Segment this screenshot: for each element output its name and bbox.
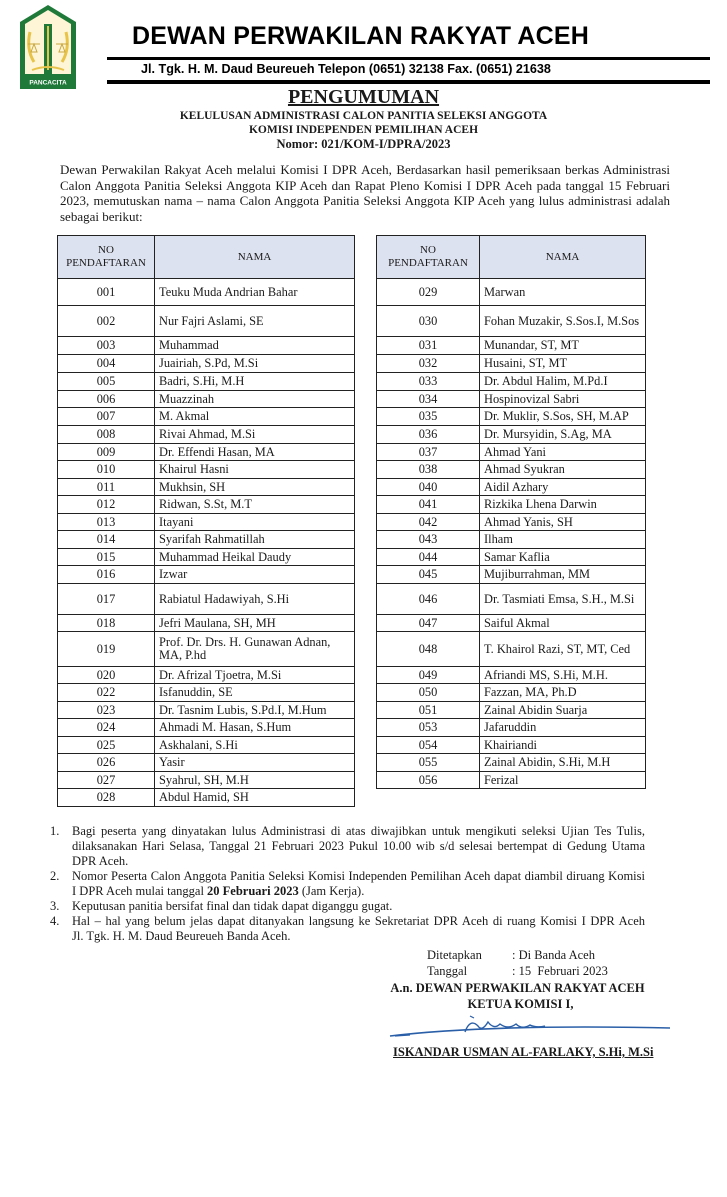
table-row — [377, 549, 646, 566]
note-item — [50, 824, 645, 869]
registration-number: 044 — [377, 549, 480, 566]
table-row — [58, 584, 355, 615]
candidate-name: Khairul Hasni — [155, 461, 355, 479]
org-name: DEWAN PERWAKILAN RAKYAT ACEH — [132, 22, 590, 50]
header-nama: NAMA — [480, 236, 646, 279]
candidate-name: Hospinovizal Sabri — [480, 391, 646, 408]
table-row — [377, 754, 646, 772]
candidate-table-right — [376, 235, 646, 789]
registration-number: 008 — [58, 426, 155, 444]
table-row — [58, 391, 355, 408]
note-number: 4. — [50, 914, 60, 928]
registration-number: 005 — [58, 373, 155, 391]
candidate-name: Ahmad Yanis, SH — [480, 514, 646, 531]
subtitle-line-2: KOMISI INDEPENDEN PEMILIHAN ACEH — [248, 123, 479, 136]
registration-number: 024 — [58, 719, 155, 737]
registration-number: 032 — [377, 355, 480, 373]
header-no: NO PENDAFTARAN — [377, 236, 480, 279]
table-row — [377, 391, 646, 408]
tanggal-row — [370, 964, 675, 980]
table-row — [58, 426, 355, 444]
svg-text:PANCACITA: PANCACITA — [29, 79, 67, 87]
candidate-name: Dr. Afrizal Tjoetra, M.Si — [155, 667, 355, 684]
candidate-name: Dr. Effendi Hasan, MA — [155, 444, 355, 461]
candidate-name: T. Khairol Razi, ST, MT, Ced — [480, 632, 646, 667]
registration-number: 011 — [58, 479, 155, 496]
registration-number: 001 — [58, 279, 155, 306]
table-row — [58, 514, 355, 531]
registration-number: 006 — [58, 391, 155, 408]
registration-number: 003 — [58, 337, 155, 355]
registration-number: 030 — [377, 306, 480, 337]
ditetapkan-row — [370, 948, 675, 964]
candidate-table-left — [57, 235, 355, 807]
candidate-name: Dr. Muklir, S.Sos, SH, M.AP — [480, 408, 646, 426]
table-row — [58, 531, 355, 549]
candidate-name: Muhammad — [155, 337, 355, 355]
notes-list — [50, 824, 661, 944]
registration-number: 035 — [377, 408, 480, 426]
table-row — [58, 702, 355, 719]
table-row — [377, 702, 646, 719]
candidate-name: Dr. Tasnim Lubis, S.Pd.I, M.Hum — [155, 702, 355, 719]
table-row — [58, 461, 355, 479]
table-row — [377, 444, 646, 461]
table-row — [377, 632, 646, 667]
table-row — [377, 479, 646, 496]
table-row — [58, 772, 355, 789]
table-row — [58, 444, 355, 461]
registration-number: 017 — [58, 584, 155, 615]
table-row — [377, 461, 646, 479]
registration-number: 025 — [58, 737, 155, 754]
registration-number: 031 — [377, 337, 480, 355]
registration-number: 051 — [377, 702, 480, 719]
ditetapkan-label: Ditetapkan — [427, 948, 482, 962]
header-rule-top — [107, 57, 710, 60]
header-nama: NAMA — [155, 236, 355, 279]
table-row — [377, 566, 646, 584]
registration-number: 049 — [377, 667, 480, 684]
candidate-name: Rizkika Lhena Darwin — [480, 496, 646, 514]
signature-block — [370, 948, 675, 1060]
table-row — [58, 373, 355, 391]
table-body-left — [58, 279, 355, 807]
table-row — [377, 615, 646, 632]
candidate-name: Munandar, ST, MT — [480, 337, 646, 355]
candidate-name: Rabiatul Hadawiyah, S.Hi — [155, 584, 355, 615]
table-row — [58, 479, 355, 496]
registration-number: 014 — [58, 531, 155, 549]
candidate-name: Aidil Azhary — [480, 479, 646, 496]
table-row — [58, 684, 355, 702]
registration-number: 046 — [377, 584, 480, 615]
registration-number: 013 — [58, 514, 155, 531]
candidate-name: Ridwan, S.St, M.T — [155, 496, 355, 514]
note-text: Nomor Peserta Calon Anggota Panitia Seleksi Komisi Independen Pemilihan Aceh dapat diambil diruang Komisi I DPR Aceh mulai tanggal — [72, 869, 645, 898]
registration-number: 038 — [377, 461, 480, 479]
table-row — [377, 373, 646, 391]
registration-number: 037 — [377, 444, 480, 461]
candidate-name: Yasir — [155, 754, 355, 772]
registration-number: 019 — [58, 632, 155, 667]
registration-number: 012 — [58, 496, 155, 514]
registration-number: 043 — [377, 531, 480, 549]
letterhead — [0, 0, 727, 92]
candidate-name: Husaini, ST, MT — [480, 355, 646, 373]
header-no: NO PENDAFTARAN — [58, 236, 155, 279]
registration-number: 033 — [377, 373, 480, 391]
table-row — [377, 531, 646, 549]
registration-number: 016 — [58, 566, 155, 584]
note-number: 3. — [50, 899, 60, 913]
note-item — [50, 899, 645, 914]
candidate-name: Rivai Ahmad, M.Si — [155, 426, 355, 444]
subtitle-line-1: KELULUSAN ADMINISTRASI CALON PANITIA SELEKSI ANGGOTA — [179, 110, 548, 122]
note-item — [50, 914, 661, 944]
table-row — [377, 337, 646, 355]
note-text: (Jam Kerja). — [298, 884, 365, 898]
registration-number: 048 — [377, 632, 480, 667]
registration-number: 023 — [58, 702, 155, 719]
candidate-name: Ahmad Syukran — [480, 461, 646, 479]
dpra-logo-icon — [18, 4, 78, 90]
candidate-name: Itayani — [155, 514, 355, 531]
candidate-name: Fazzan, MA, Ph.D — [480, 684, 646, 702]
candidate-name: Muazzinah — [155, 391, 355, 408]
table-row — [377, 667, 646, 684]
table-row — [58, 496, 355, 514]
table-row — [377, 719, 646, 737]
tanggal-value: : 15 Februari 2023 — [512, 964, 608, 978]
signatory-role: KETUA KOMISI I, — [467, 997, 574, 1011]
signatory-organization: A.n. DEWAN PERWAKILAN RAKYAT ACEH — [390, 981, 645, 995]
table-row — [58, 789, 355, 807]
candidate-name: Zainal Abidin, S.Hi, M.H — [480, 754, 646, 772]
registration-number: 045 — [377, 566, 480, 584]
candidate-name: Teuku Muda Andrian Bahar — [155, 279, 355, 306]
table-row — [377, 408, 646, 426]
registration-number: 028 — [58, 789, 155, 807]
table-header-row — [377, 236, 646, 279]
registration-number: 026 — [58, 754, 155, 772]
registration-number: 050 — [377, 684, 480, 702]
table-row — [377, 584, 646, 615]
candidate-name: Jefri Maulana, SH, MH — [155, 615, 355, 632]
intro-paragraph: Dewan Perwakilan Rakyat Aceh melalui Komisi I DPR Aceh, Berdasarkan hasil pemeriksaan berkas Administrasi Calon Anggota Panitia Seleksi Anggota KIP Aceh dan Rapat Pleno Komisi I DPR Aceh pada tanggal 15 Februari 2023, memutuskan nama – nama Calon Anggota Panitia Seleksi Anggota KIP Aceh yang lulus administrasi adalah sebagai berikut: — [60, 162, 670, 224]
candidate-name: Ahmadi M. Hasan, S.Hum — [155, 719, 355, 737]
title-block — [0, 84, 727, 152]
table-row — [58, 355, 355, 373]
ditetapkan-value: : Di Banda Aceh — [512, 948, 595, 962]
table-row — [377, 426, 646, 444]
registration-number: 042 — [377, 514, 480, 531]
registration-number: 027 — [58, 772, 155, 789]
note-number: 1. — [50, 824, 60, 838]
table-row — [58, 667, 355, 684]
signatory-name: ISKANDAR USMAN AL-FARLAKY, S.Hi, M.Si — [393, 1045, 654, 1059]
registration-number: 007 — [58, 408, 155, 426]
candidate-name: Badri, S.Hi, M.H — [155, 373, 355, 391]
note-item — [50, 869, 645, 899]
table-row — [377, 496, 646, 514]
table-row — [58, 337, 355, 355]
table-row — [58, 549, 355, 566]
candidate-name: Ferizal — [480, 772, 646, 789]
candidate-name: Nur Fajri Aslami, SE — [155, 306, 355, 337]
registration-number: 004 — [58, 355, 155, 373]
registration-number: 029 — [377, 279, 480, 306]
registration-number: 040 — [377, 479, 480, 496]
registration-number: 053 — [377, 719, 480, 737]
registration-number: 054 — [377, 737, 480, 754]
registration-number: 041 — [377, 496, 480, 514]
candidate-name: Dr. Abdul Halim, M.Pd.I — [480, 373, 646, 391]
candidate-name: Syahrul, SH, M.H — [155, 772, 355, 789]
candidate-name: Ahmad Yani — [480, 444, 646, 461]
candidate-name: Samar Kaflia — [480, 549, 646, 566]
candidate-name: Saiful Akmal — [480, 615, 646, 632]
candidate-name: Izwar — [155, 566, 355, 584]
candidate-name: Khairiandi — [480, 737, 646, 754]
candidate-name: Prof. Dr. Drs. H. Gunawan Adnan, MA, P.hd — [155, 632, 355, 667]
candidate-name: Mukhsin, SH — [155, 479, 355, 496]
candidate-name: Marwan — [480, 279, 646, 306]
table-row — [377, 355, 646, 373]
registration-number: 009 — [58, 444, 155, 461]
registration-number: 020 — [58, 667, 155, 684]
table-row — [58, 408, 355, 426]
note-text: Keputusan panitia bersifat final dan tidak dapat diganggu gugat. — [72, 899, 393, 913]
table-row — [58, 566, 355, 584]
candidate-name: Zainal Abidin Suarja — [480, 702, 646, 719]
registration-number: 002 — [58, 306, 155, 337]
candidate-name: Syarifah Rahmatillah — [155, 531, 355, 549]
table-header-row — [58, 236, 355, 279]
candidate-name: Fohan Muzakir, S.Sos.I, M.Sos — [480, 306, 646, 337]
table-body-right — [377, 279, 646, 789]
registration-number: 018 — [58, 615, 155, 632]
candidate-name: Juairiah, S.Pd, M.Si — [155, 355, 355, 373]
candidate-name: Jafaruddin — [480, 719, 646, 737]
registration-number: 010 — [58, 461, 155, 479]
handwritten-signature-icon — [370, 1012, 675, 1044]
note-text: Hal – hal yang belum jelas dapat ditanyakan langsung ke Sekretariat DPR Aceh di ruang Komisi I DPR Aceh Jl. Tgk. H. M. Daud Beureueh Banda Aceh. — [72, 914, 661, 943]
registration-number: 015 — [58, 549, 155, 566]
registration-number: 022 — [58, 684, 155, 702]
candidate-name: Ilham — [480, 531, 646, 549]
registration-number: 047 — [377, 615, 480, 632]
candidate-name: Mujiburrahman, MM — [480, 566, 646, 584]
page-title: PENGUMUMAN — [287, 86, 440, 108]
table-row — [377, 684, 646, 702]
org-address: Jl. Tgk. H. M. Daud Beureueh Telepon (0651) 32138 Fax. (0651) 21638 — [141, 62, 551, 76]
table-row — [58, 754, 355, 772]
registration-number: 034 — [377, 391, 480, 408]
note-number: 2. — [50, 869, 60, 883]
table-row — [377, 279, 646, 306]
tanggal-label: Tanggal — [427, 964, 468, 978]
table-row — [377, 306, 646, 337]
table-row — [377, 737, 646, 754]
note-text: Bagi peserta yang dinyatakan lulus Administrasi di atas diwajibkan untuk mengikuti seleksi Ujian Tes Tulis, dilaksanakan Hari Selasa, Tanggal 21 Februari 2023 Pukul 10.00 wib s/d selesai bertempat di Gedung Utama DPR Aceh. — [72, 824, 645, 868]
table-row — [58, 615, 355, 632]
registration-number: 036 — [377, 426, 480, 444]
candidate-name: Askhalani, S.Hi — [155, 737, 355, 754]
candidate-name: Afriandi MS, S.Hi, M.H. — [480, 667, 646, 684]
table-row — [58, 306, 355, 337]
registration-number: 055 — [377, 754, 480, 772]
table-row — [377, 514, 646, 531]
document-number: Nomor: 021/KOM-I/DPRA/2023 — [276, 137, 451, 151]
candidate-name: Dr. Mursyidin, S.Ag, MA — [480, 426, 646, 444]
table-row — [377, 772, 646, 789]
table-row — [58, 632, 355, 667]
candidate-name: Dr. Tasmiati Emsa, S.H., M.Si — [480, 584, 646, 615]
candidate-name: M. Akmal — [155, 408, 355, 426]
registration-number: 056 — [377, 772, 480, 789]
candidate-name: Isfanuddin, SE — [155, 684, 355, 702]
candidate-name: Muhammad Heikal Daudy — [155, 549, 355, 566]
table-row — [58, 737, 355, 754]
candidate-name: Abdul Hamid, SH — [155, 789, 355, 807]
table-row — [58, 719, 355, 737]
table-row — [58, 279, 355, 306]
note-emphasis-date: 20 Februari 2023 — [207, 884, 299, 898]
